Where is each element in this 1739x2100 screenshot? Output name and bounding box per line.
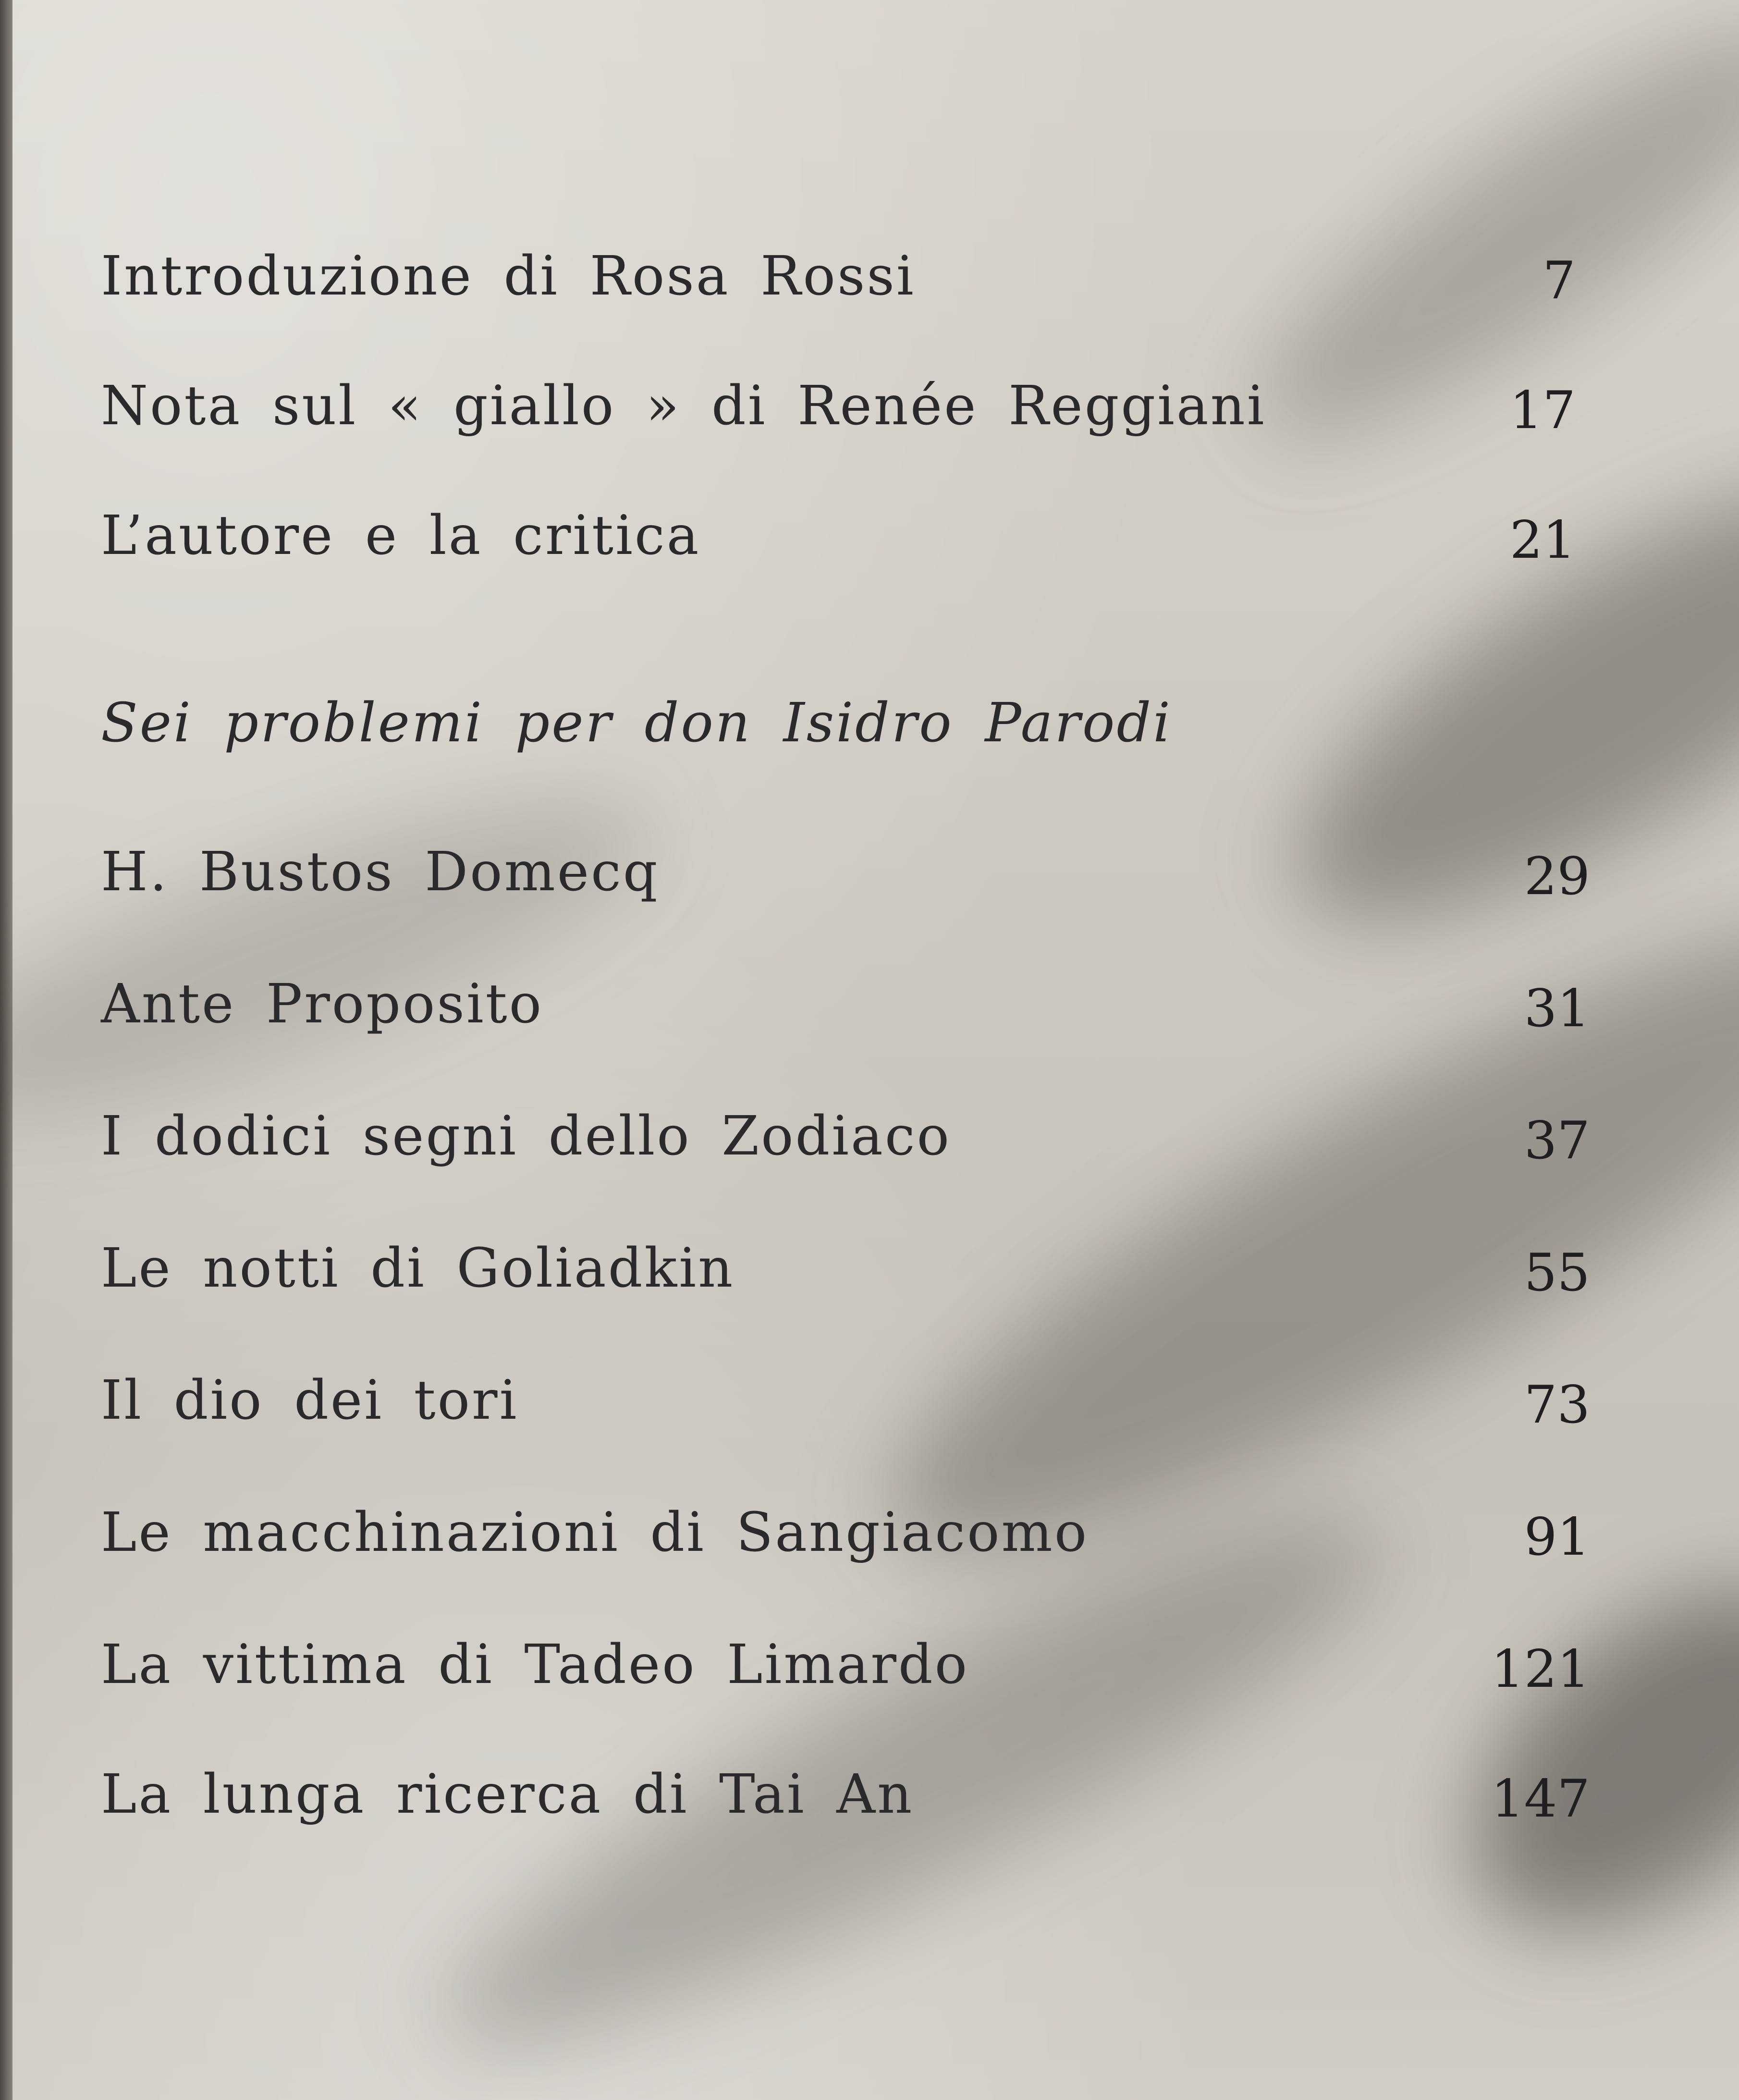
toc-entry [101, 351, 1590, 441]
toc-entry [101, 480, 1590, 570]
toc-entry-title: I dodici segni dello Zodiaco [101, 1105, 951, 1167]
section-heading: Sei problemi per don Isidro Parodi [101, 692, 1172, 754]
toc-entry-title: Le notti di Goliadkin [101, 1237, 735, 1300]
toc-entry-title: Introduzione di Rosa Rossi [101, 245, 916, 307]
toc-entry-title: Il dio dei tori [101, 1369, 519, 1432]
toc-entry [101, 1609, 1590, 1699]
toc-entry [101, 1213, 1590, 1303]
toc-entry-page: 147 [1491, 1769, 1590, 1829]
toc-entry-page: 29 [1524, 847, 1590, 907]
toc-entry-page: 55 [1524, 1243, 1590, 1303]
toc-entry [101, 1739, 1590, 1829]
toc-entry [101, 1477, 1590, 1567]
toc-entry-title: Nota sul « giallo » di Renée Reggiani [101, 375, 1266, 437]
toc-entry [101, 221, 1590, 311]
toc-entry-page: 7 [1543, 251, 1576, 311]
toc-entry [101, 1081, 1590, 1171]
toc-entry-title: Le macchinazioni di Sangiacomo [101, 1501, 1089, 1564]
toc-entry-page: 37 [1524, 1111, 1590, 1171]
toc-entry [101, 1345, 1590, 1435]
toc-entry-title: La vittima di Tadeo Limardo [101, 1633, 969, 1696]
toc-entry-title: Ante Proposito [101, 973, 544, 1035]
toc-entry-page: 73 [1524, 1375, 1590, 1435]
toc-entry-title: L’autore e la critica [101, 504, 701, 567]
toc-entry-page: 17 [1509, 381, 1576, 441]
toc-entry-page: 31 [1524, 979, 1590, 1039]
toc-entry [101, 949, 1590, 1039]
toc-entry-page: 121 [1491, 1639, 1590, 1699]
toc-entry-page: 91 [1524, 1507, 1590, 1567]
toc-entry [101, 817, 1590, 907]
toc-entry-page: 21 [1509, 510, 1576, 570]
toc-entry-title: H. Bustos Domecq [101, 841, 660, 903]
toc-entry-title: La lunga ricerca di Tai An [101, 1763, 914, 1826]
